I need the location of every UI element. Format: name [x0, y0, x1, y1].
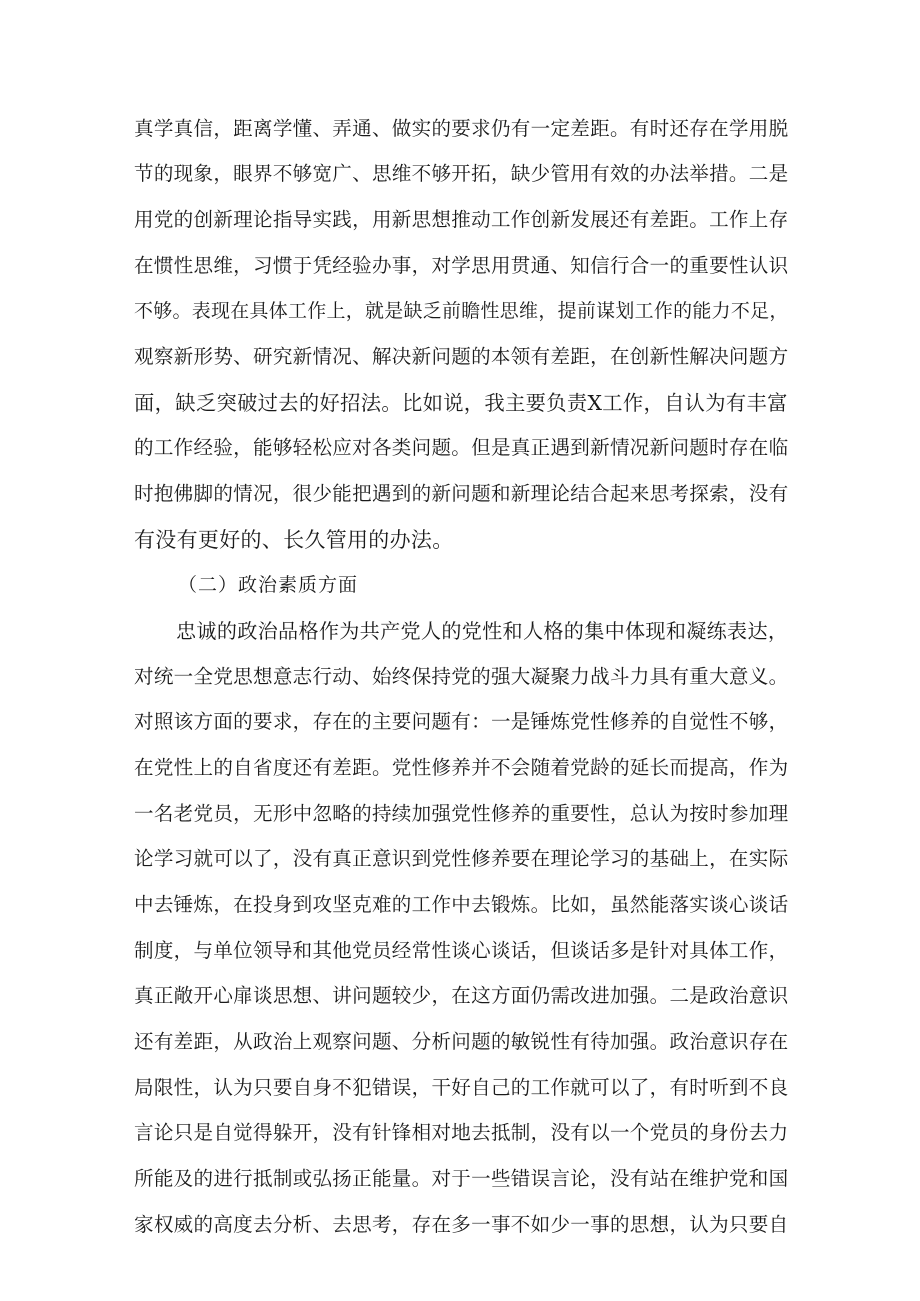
paragraph-line: 家权威的高度去分析、去思考，存在多一事不如少一事的思想，认为只要自 [134, 1213, 789, 1236]
paragraph-line: 对照该方面的要求，存在的主要问题有：一是锤炼党性修养的自觉性不够， [134, 710, 789, 733]
paragraph-line: 中去锤炼，在投身到攻坚克难的工作中去锻炼。比如，虽然能落实谈心谈话 [134, 893, 789, 916]
paragraph-line: 所能及的进行抵制或弘扬正能量。对于一些错误言论，没有站在维护党和国 [134, 1167, 789, 1190]
paragraph-line: 制度，与单位领导和其他党员经常性谈心谈话，但谈话多是针对具体工作， [134, 939, 789, 962]
section-heading: （二）政治素质方面 [178, 574, 359, 596]
paragraph-line: 局限性，认为只要自身不犯错误，干好自己的工作就可以了，有时听到不良 [134, 1076, 789, 1099]
paragraph-line: 时抱佛脚的情况，很少能把遇到的新问题和新理论结合起来思考探索，没有 [134, 482, 789, 505]
paragraph-line: 的工作经验，能够轻松应对各类问题。但是真正遇到新情况新问题时存在临 [134, 436, 789, 459]
paragraph-line: 忠诚的政治品格作为共产党人的党性和人格的集中体现和凝练表达， [176, 619, 789, 643]
paragraph-line: 在党性上的自省度还有差距。党性修养并不会随着党龄的延长而提高，作为 [134, 756, 789, 779]
paragraph-line: 真学真信，距离学懂、弄通、做实的要求仍有一定差距。有时还存在学用脱 [134, 117, 789, 140]
paragraph-line: 在惯性思维，习惯于凭经验办事，对学思用贯通、知信行合一的重要性认识 [134, 254, 789, 277]
paragraph-line: 用党的创新理论指导实践，用新思想推动工作创新发展还有差距。工作上存 [134, 208, 789, 231]
paragraph-line: 有没有更好的、长久管用的办法。 [134, 528, 454, 552]
paragraph-line: 面，缺乏突破过去的好招法。比如说，我主要负责X工作，自认为有丰富 [134, 391, 788, 415]
paragraph-line: 一名老党员，无形中忽略的持续加强党性修养的重要性，总认为按时参加理 [134, 802, 789, 825]
paragraph-line: 对统一全党思想意志行动、始终保持党的强大凝聚力战斗力具有重大意义。 [134, 665, 789, 688]
paragraph-line: 言论只是自觉得躲开，没有针锋相对地去抵制，没有以一个党员的身份去力 [134, 1121, 789, 1144]
paragraph-line: 不够。表现在具体工作上，就是缺乏前瞻性思维，提前谋划工作的能力不足， [134, 300, 789, 322]
paragraph-line: 真正敞开心扉谈思想、讲问题较少，在这方面仍需改进加强。二是政治意识 [134, 984, 789, 1007]
paragraph-line: 观察新形势、研究新情况、解决新问题的本领有差距，在创新性解决问题方 [134, 345, 789, 368]
paragraph-line: 论学习就可以了，没有真正意识到党性修养要在理论学习的基础上，在实际 [134, 847, 789, 870]
paragraph-line: 节的现象，眼界不够宽广、思维不够开拓，缺少管用有效的办法举措。二是 [134, 162, 789, 185]
paragraph-line: 还有差距，从政治上观察问题、分析问题的敏锐性有待加强。政治意识存在 [134, 1030, 789, 1053]
